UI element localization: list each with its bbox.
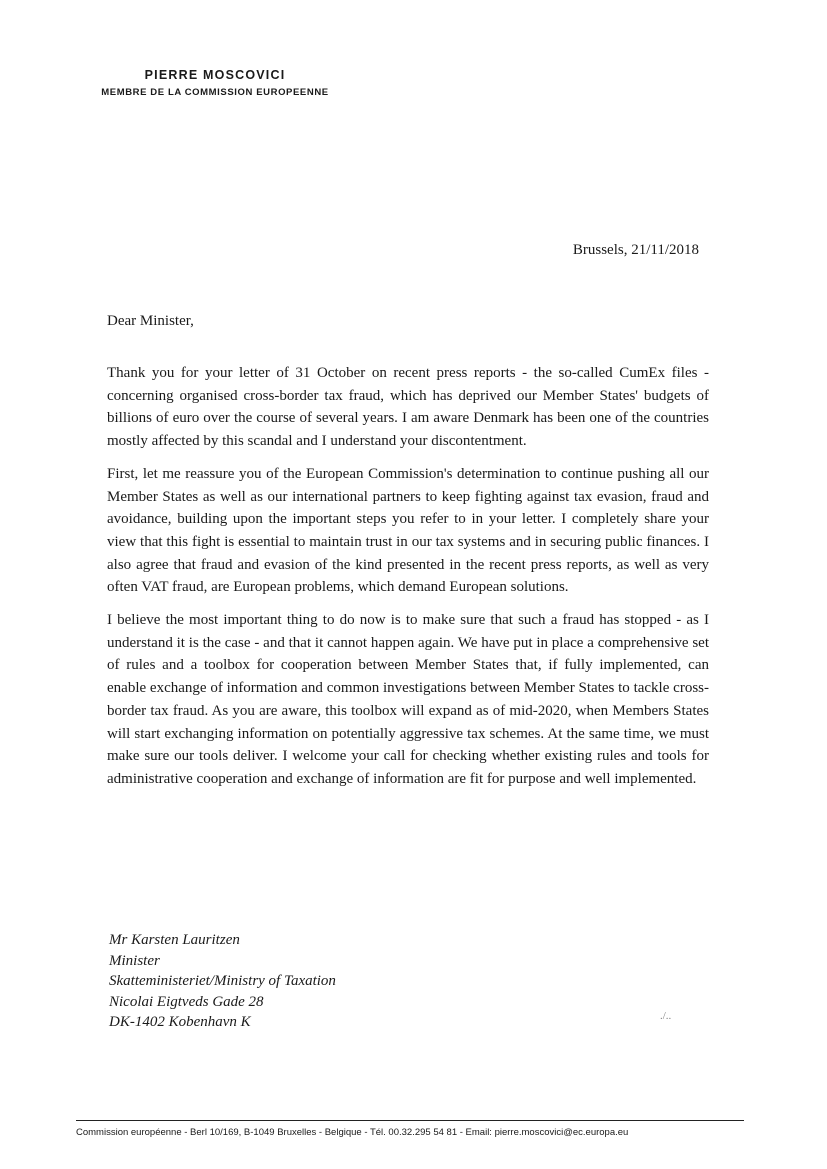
continued-mark: ./..: [660, 1010, 672, 1022]
recipient-ministry: Skatteministeriet/Ministry of Taxation: [109, 973, 336, 989]
recipient-name: Mr Karsten Lauritzen: [109, 932, 240, 948]
body-paragraph-2: First, let me reassure you of the European Commission's determination to continue pushing all our Member States as well as our international partners to keep fighting against tax evasion, fraud and avoidance, building upon the important steps you refer to in your letter. I completely share your view that this fight is essential to maintain trust in our tax systems and in securing public finances. I also agree that fraud and evasion of the kind presented in the recent press reports, as well as very often VAT fraud, are European problems, which demand European solutions.: [107, 465, 709, 596]
recipient-address: [109, 930, 336, 1033]
body-paragraph-3: I believe the most important thing to do now is to make sure that such a fraud has stopped - as I understand it is the case - and that it cannot happen again. We have put in place a comprehensive set of rules and a toolbox for cooperation between Member States that, if fully implemented, can enable exchange of information and common investigations between Member States to tackle cross-border tax fraud. As you are aware, this toolbox will expand as of mid-2020, when Members States will start exchanging information on potentially aggressive tax schemes. At the same time, we must make sure our tools deliver. I welcome your call for checking whether existing rules and tools for administrative cooperation and exchange of information are fit for purpose and well implemented.: [107, 612, 709, 787]
letter-body: [107, 362, 709, 801]
footer-divider: [76, 1120, 744, 1121]
recipient-street: Nicolai Eigtveds Gade 28: [109, 993, 264, 1010]
body-paragraph-1: Thank you for your letter of 31 October on recent press reports - the so-called CumEx files - concerning organised cross-border tax fraud, which has deprived our Member States' budgets of billions of euro over the course of several years. I am aware Denmark has been one of the countries mostly affected by this scandal and I understand your discontentment.: [107, 365, 709, 450]
footer-contact: Commission européenne - Berl 10/169, B-1049 Bruxelles - Belgique - Tél. 00.32.295 54 81 - Email: pierre.moscovici@ec.europa.eu: [76, 1127, 629, 1138]
recipient-city: DK-1402 Kobenhavn K: [109, 1014, 251, 1030]
salutation: Dear Minister,: [107, 313, 194, 329]
letter-date: Brussels, 21/11/2018: [572, 242, 699, 258]
letterhead: [60, 66, 370, 100]
sender-name: PIERRE MOSCOVICI: [144, 68, 286, 82]
sender-role: MEMBRE DE LA COMMISSION EUROPEENNE: [101, 87, 329, 98]
recipient-title: Minister: [109, 952, 160, 969]
